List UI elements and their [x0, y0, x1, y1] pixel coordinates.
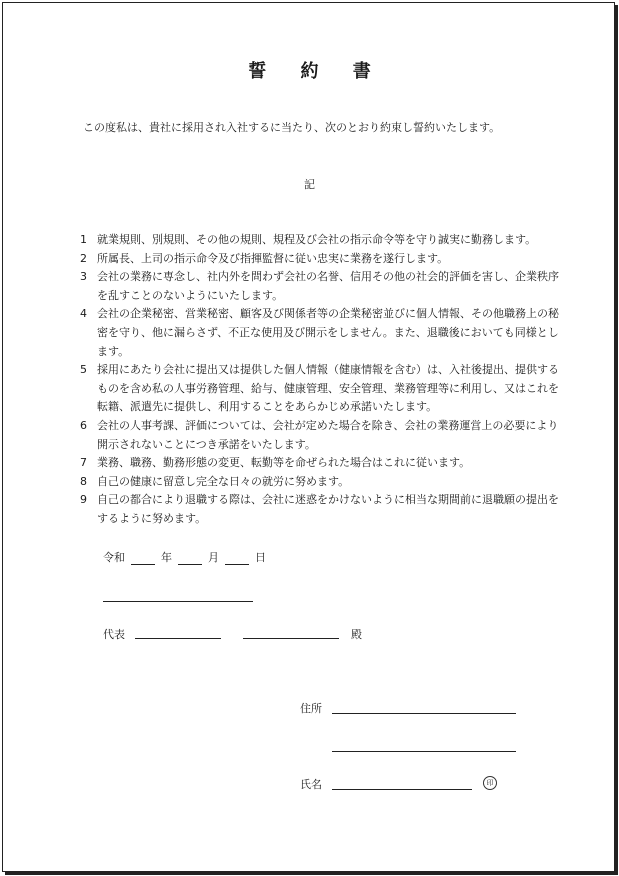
era-label: 令和: [103, 551, 125, 564]
month-blank[interactable]: [178, 552, 202, 565]
clause-list: [80, 231, 560, 529]
clause-item: [80, 491, 560, 528]
address-line-1[interactable]: [332, 713, 516, 714]
name-line[interactable]: [332, 789, 472, 790]
seal-mark: 印: [483, 776, 497, 790]
clause-item: [80, 473, 560, 492]
clause-text: 会社の人事考課、評価については、会社が定めた場合を除き、会社の業務運営上の必要により開示されないことにつき承諾をいたします。: [97, 418, 559, 451]
document-title: 誓 約 書: [248, 61, 385, 82]
clause-number: 9: [80, 493, 87, 507]
clause-item: [80, 250, 560, 269]
clause-number: 4: [80, 307, 87, 321]
clause-text: 採用にあたり会社に提出又は提供した個人情報（健康情報を含む）は、入社後提出、提供するものを含め私の人事労務管理、給与、健康管理、安全管理、業務管理等に利用し、又はこれを転籍、派遣先に提供し、利用することをあらかじめ承諾いたします。: [97, 363, 559, 414]
clause-item: [80, 231, 560, 250]
clause-text: 就業規則、別規則、その他の規則、規程及び会社の指示命令等を守り誠実に勤務します。: [97, 233, 537, 246]
company-name-line[interactable]: [103, 601, 253, 602]
representative-title-line[interactable]: [135, 638, 221, 639]
representative-name-line[interactable]: [243, 638, 339, 639]
ki-heading: 記: [304, 178, 315, 191]
clause-number: 2: [80, 251, 87, 265]
clause-item: [80, 268, 560, 305]
clause-text: 自己の都合により退職する際は、会社に迷惑をかけないように相当な期間前に退職願の提出をするように努めます。: [97, 493, 559, 525]
year-blank[interactable]: [131, 552, 155, 565]
clause-item: [80, 361, 560, 417]
day-label: 日: [255, 551, 266, 564]
clause-number: 7: [80, 456, 87, 470]
honorific-label: 殿: [351, 628, 362, 641]
clause-item: [80, 454, 560, 473]
month-label: 月: [208, 551, 219, 564]
clause-number: 6: [80, 418, 87, 432]
clause-text: 自己の健康に留意し完全な日々の就労に努めます。: [97, 474, 350, 488]
clause-number: 8: [80, 474, 87, 488]
representative-label: 代表: [103, 628, 125, 641]
date-line: [103, 549, 266, 565]
day-blank[interactable]: [225, 552, 249, 565]
address-line-2[interactable]: [332, 751, 516, 752]
name-label: 氏名: [300, 778, 322, 791]
clause-text: 会社の企業秘密、営業秘密、顧客及び関係者等の企業秘密並びに個人情報、その他職務上の秘密を守り、他に漏らさず、不正な使用及び開示をしません。また、退職後においても同様とします。: [97, 307, 559, 358]
clause-text: 所属長、上司の指示命令及び指揮監督に従い忠実に業務を遂行します。: [97, 251, 449, 265]
clause-item: [80, 305, 560, 361]
address-label: 住所: [300, 702, 322, 715]
clause-item: [80, 417, 560, 454]
clause-number: 1: [80, 233, 87, 246]
clause-number: 3: [80, 270, 87, 284]
clause-text: 業務、職務、勤務形態の変更、転勤等を命ぜられた場合はこれに従います。: [97, 456, 471, 470]
intro-text: この度私は、貴社に採用され入社するに当たり、次のとおり約束し誓約いたします。: [83, 121, 501, 134]
clause-text: 会社の業務に専念し、社内外を問わず会社の名誉、信用その他の社会的評価を害し、企業秩序を乱すことのないようにいたします。: [97, 270, 559, 302]
clause-number: 5: [80, 363, 87, 377]
year-label: 年: [161, 551, 172, 564]
